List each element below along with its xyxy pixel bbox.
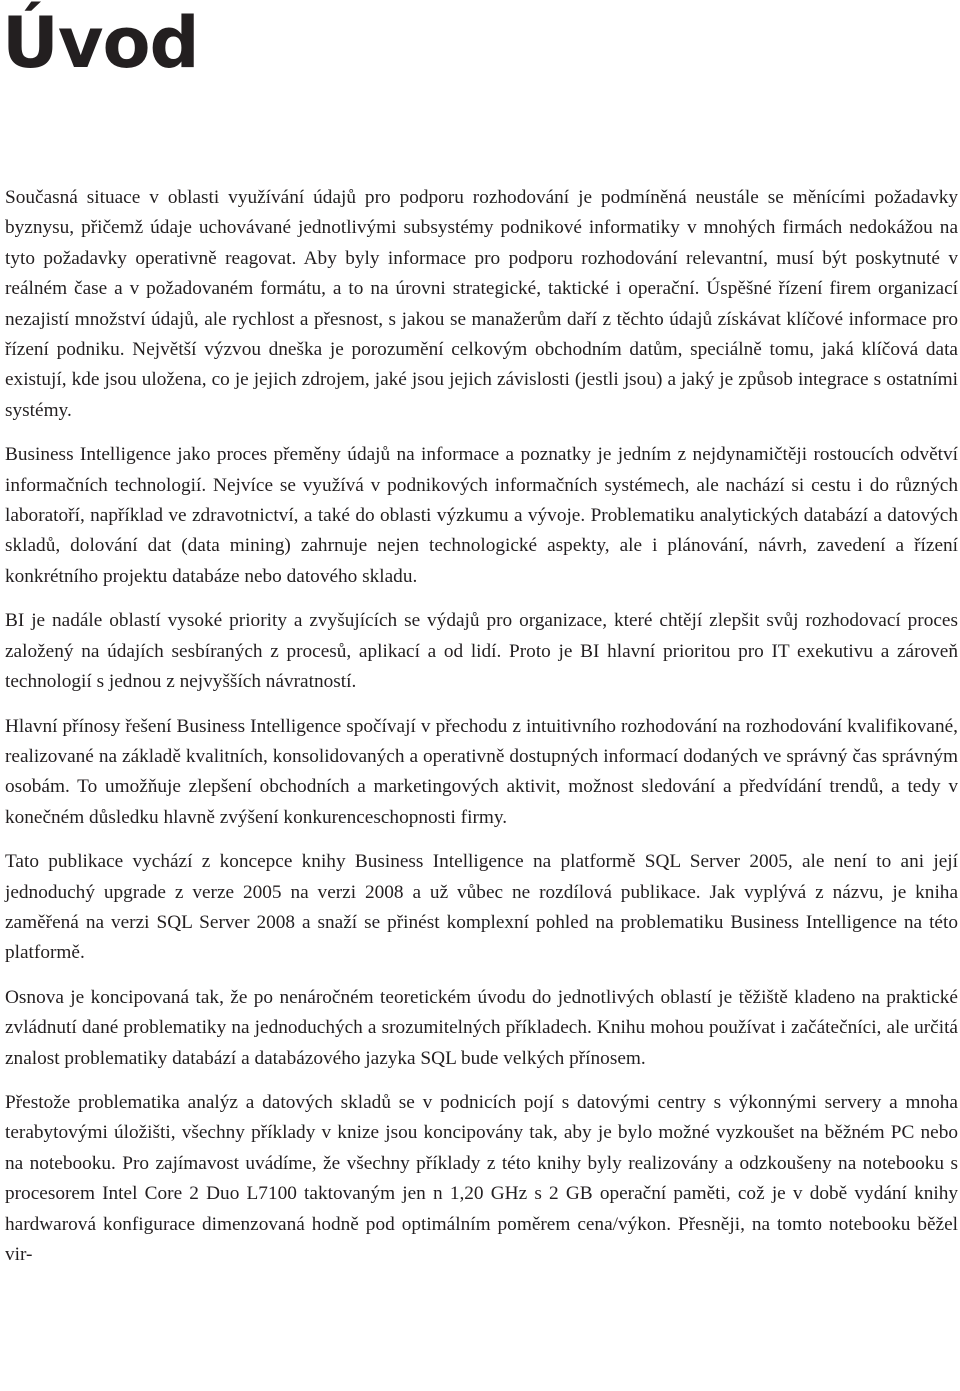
paragraph-1: Současná situace v oblasti využívání údajů pro podporu rozhodování je podmíněná neustále se měnícími požadavky byznysu, přičemž údaje uchovávané jednotlivými subsystémy podnikové informatiky v mnohých firmách nedokážou na tyto požadavky operativně reagovat. Aby byly informace pro podporu rozhodování relevantní, musí být poskytnuté v reálném čase a v požadovaném formátu, a to na úrovni strategické, taktické i operační. Úspěšné řízení firem organizací nezajistí množství údajů, ale rychlost a přesnost, s jakou se manažerům daří z těchto údajů získávat klíčové informace pro řízení podniku. Největší výzvou dneška je porozumění celkovým obchodním datům, speciálně tomu, jaká klíčová data existují, kde jsou uložena, co je jejich zdrojem, jaké jsou jejich závislosti (jestli jsou) a jaký je způsob integrace s ostatními systémy. xyxy=(5,187,958,421)
paragraph-4: Hlavní přínosy řešení Business Intelligence spočívají v přechodu z intuitivního rozhodování na rozhodování kvalifikované, realizované na základě kvalitních, konsolidovaných a operativně dostupných informací dodaných ve správný čas správným osobám. To umožňuje zlepšení obchodních a marketingových aktivit, možnost sledování a předvídání trendů, a tedy v konečném důsledku hlavně zvýšení konkurenceschopnosti firmy. xyxy=(5,715,958,828)
paragraph-6: Osnova je koncipovaná tak, že po nenáročném teoretickém úvodu do jednotlivých oblastí je těžiště kladeno na praktické zvládnutí dané problematiky na jednoduchých a srozumitelných příkladech. Knihu mohou používat i začátečníci, ale určitá znalost problematiky databází a databázového jazyka SQL bude velkých přínosem. xyxy=(5,986,958,1069)
paragraph-2: Business Intelligence jako proces přeměny údajů na informace a poznatky je jedním z nejdynamičtěji rostoucích odvětví informačních technologií. Nejvíce se využívá v podnikových informačních systémech, ale nachází si cestu i do různých laboratoří, například ve zdravotnictví, a také do oblasti výzkumu a vývoje. Problematiku analytických databází a datových skladů, dolování dat (data mining) zahrnuje nejen technologické aspekty, ale i plánování, návrh, zavedení a řízení konkrétního projektu databáze nebo datového skladu. xyxy=(5,444,958,587)
body-text xyxy=(5,183,958,1284)
paragraph-5: Tato publikace vychází z koncepce knihy Business Intelligence na platformě SQL Server 2005, ale není to ani její jednoduchý upgrade z verze 2005 na verzi 2008 a už vůbec ne rozdílová publikace. Jak vyplývá z názvu, je kniha zaměřená na verzi SQL Server 2008 a snaží se přinést komplexní pohled na problematiku Business Intelligence na této platformě. xyxy=(5,851,958,964)
page-title: Úvod xyxy=(2,2,199,84)
paragraph-7: Přestože problematika analýz a datových skladů se v podnicích pojí s datovými centry s výkonnými servery a mnoha terabytovými úložišti, všechny příklady v knize jsou koncipovány tak, aby je bylo možné vyzkoušet na běžném PC nebo na notebooku. Pro zajímavost uvádíme, že všechny příklady z této knihy byly realizovány a odzkoušeny na notebooku s procesorem Intel Core 2 Duo L7100 taktovaným jen n 1,20 GHz s 2 GB operační paměti, což je v době vydání knihy hardwarová konfigurace dimenzovaná hodně pod optimálním poměrem cena/výkon. Přesněji, na tomto notebooku běžel vir- xyxy=(5,1091,958,1265)
paragraph-3: BI je nadále oblastí vysoké priority a zvyšujících se výdajů pro organizace, které chtějí zlepšit svůj rozhodovací proces založený na údajích sesbíraných z procesů, aplikací a od lidí. Proto je BI hlavní prioritou pro IT exekutivu a zároveň technologií s jednou z nejvyšších návratností. xyxy=(5,610,958,693)
